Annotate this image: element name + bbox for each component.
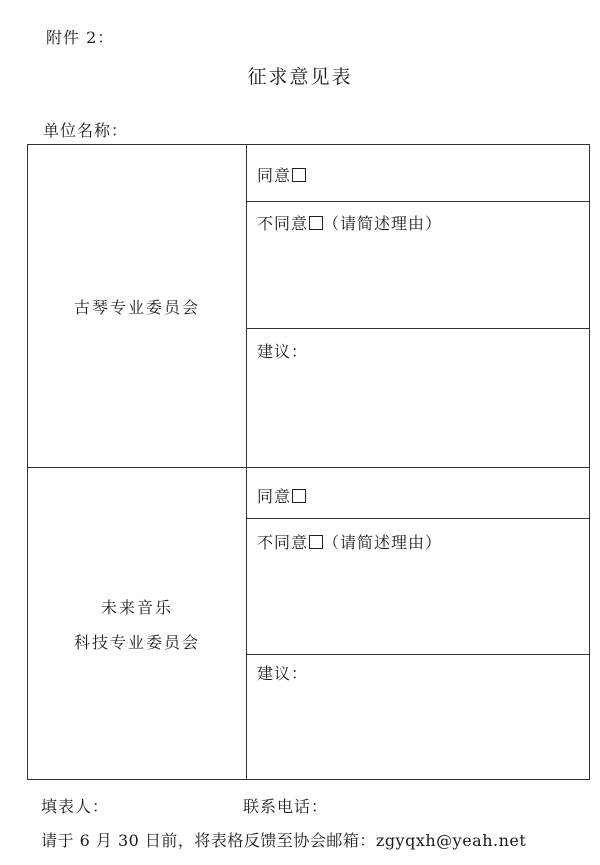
agree-option[interactable] (257, 484, 306, 507)
checkbox-icon[interactable] (292, 489, 306, 503)
organization-name: 未来音乐 (100, 598, 173, 617)
checkbox-icon[interactable] (309, 535, 323, 549)
suggestion-label: 建议： (257, 664, 309, 683)
disagree-label: 不同意 (257, 214, 309, 233)
row-divider (246, 201, 589, 202)
checkbox-icon[interactable] (309, 216, 323, 230)
unit-name-label: 单位名称： (43, 121, 129, 140)
disagree-note: （请简述理由） (323, 214, 443, 233)
submission-note: 请于 6 月 30 日前，将表格反馈至协会邮箱：zgyqxh@yeah.net (41, 831, 527, 850)
organization-name: 古琴专业委员会 (73, 298, 200, 317)
agree-label: 同意 (257, 166, 292, 185)
filler-label: 填表人： (41, 797, 110, 816)
phone-label: 联系电话： (243, 797, 329, 816)
disagree-note: （请简述理由） (323, 533, 443, 552)
page-title: 征求意见表 (247, 66, 353, 88)
suggestion-label: 建议： (257, 342, 309, 361)
feedback-table (27, 144, 590, 780)
section-divider (28, 467, 589, 468)
row-divider (246, 654, 589, 655)
disagree-label: 不同意 (257, 533, 309, 552)
attachment-label: 附件 2： (46, 28, 115, 47)
agree-label: 同意 (257, 487, 292, 506)
disagree-option[interactable] (257, 530, 442, 553)
agree-option[interactable] (257, 163, 306, 186)
organization-name: 科技专业委员会 (73, 633, 200, 652)
disagree-option[interactable] (257, 211, 442, 234)
row-divider (246, 328, 589, 329)
column-divider (246, 145, 247, 779)
row-divider (246, 518, 589, 519)
checkbox-icon[interactable] (292, 168, 306, 182)
